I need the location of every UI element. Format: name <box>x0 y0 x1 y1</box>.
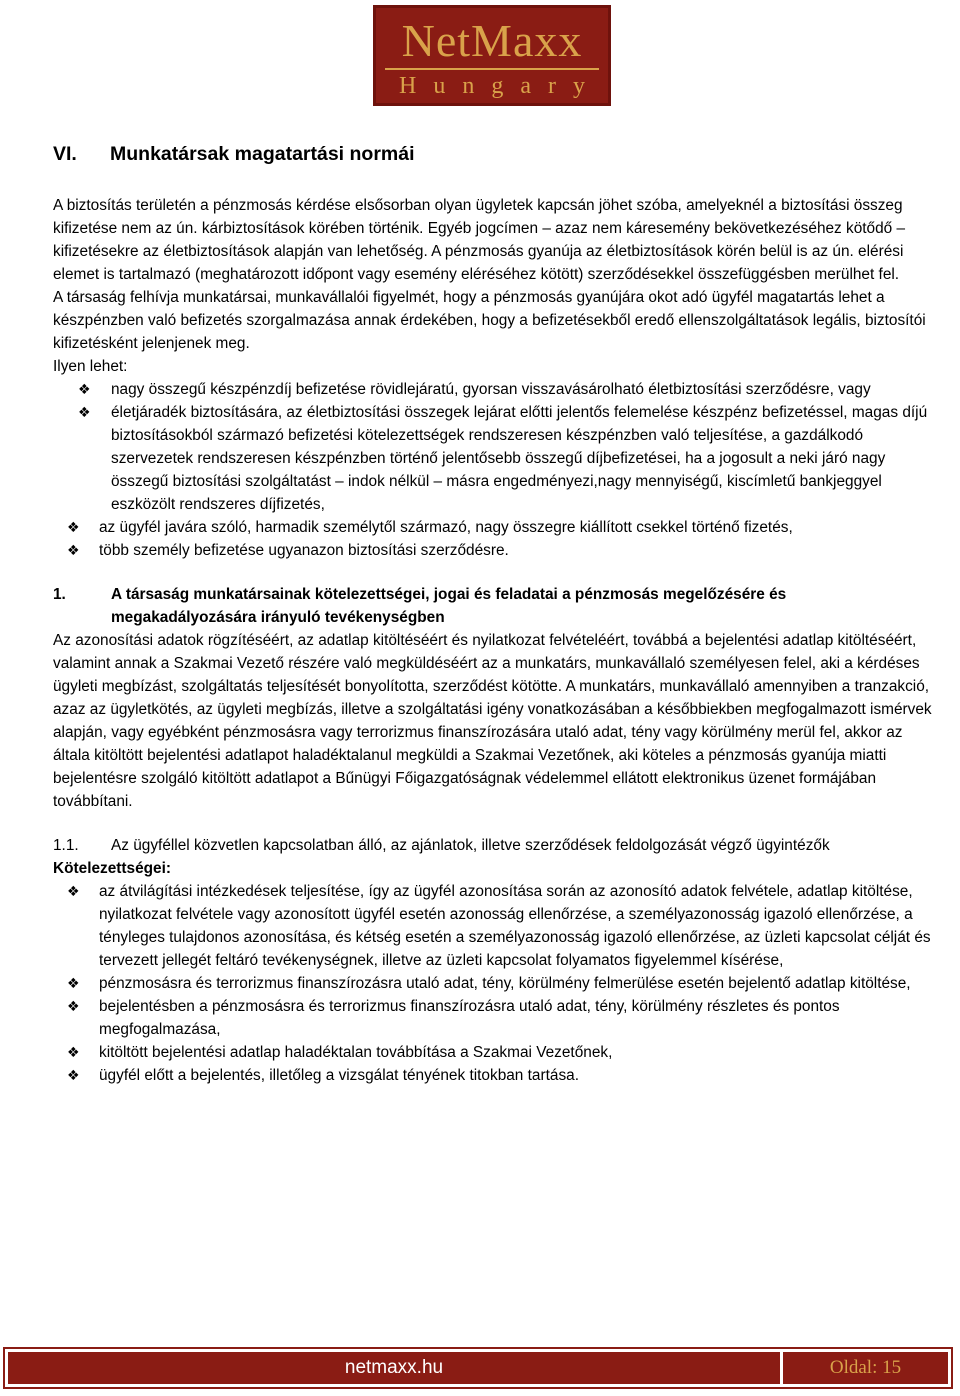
subsubsection-heading <box>53 834 933 857</box>
list-item-text: életjáradék biztosítására, az életbiztosítási összegek lejárat előtti jelentős felemelése készpénz befizetéssel, magas díjú biztosításokból származó befizetési kötelezettségek rendszeresen készpénzben való teljesítése, a gazdálkodó szervezetek rendszeresen készpénzben történő jelentősebb összegű díjbefizetései, ha a jogosult a neki járó nagy összegű biztosítási szolgáltatást – indok nélkül – másra engedményezi,nagy mennyiségű, kiscímletű bankjeggyel eszközölt rendszeres díjfizetés, <box>111 404 928 513</box>
footer-site: netmaxx.hu <box>8 1352 780 1384</box>
list-item <box>53 880 933 972</box>
subsection-heading <box>53 583 933 629</box>
subsection-title: A társaság munkatársainak kötelezettségei, jogai és feladatai a pénzmosás megelőzésére és megakadályozására irányuló tevékenységben <box>111 586 787 626</box>
list-item <box>53 401 933 516</box>
diamond-bullet-icon: ❖ <box>67 519 80 535</box>
list-item-text: kitöltött bejelentési adatlap haladéktalan továbbítása a Szakmai Vezetőnek, <box>99 1044 613 1061</box>
diamond-bullet-icon: ❖ <box>67 542 80 558</box>
diamond-bullet-icon: ❖ <box>67 998 80 1014</box>
list-item-text: az ügyfél javára szóló, harmadik személytől származó, nagy összegre kiállított csekkel történő fizetés, <box>99 519 793 536</box>
subsection-number: 1. <box>53 586 66 603</box>
list-item-text: bejelentésben a pénzmosásra és terrorizmus finanszírozásra utaló adat, tény, körülmény részletes és pontos megfogalmazása, <box>99 998 840 1038</box>
document-body <box>53 140 933 1087</box>
list-item <box>53 972 933 995</box>
subsection-paragraph: Az azonosítási adatok rögzítéséért, az adatlap kitöltéséért és nyilatkozat felvételéért, továbbá a bejelentési adatlap kitöltéséért, valamint annak a Szakmai Vezető részére való megküldéséért az a munkatárs, munkavállaló személyesen felel, aki a kérdéses ügyleti megbízást, szolgáltatás teljesítését bonyolította, szerződést kötötte. A munkatárs, munkavállaló amennyiben a tranzakció, azaz az ügyletkötés, az ügyleti megbízás, illetve a szolgáltatási igény vonatkozásában a későbbiekben megfogalmazott ismérvek alapján, vagy egyébként pénzmosásra vagy terrorizmus finanszírozására utaló adat, tény vagy körülmény merül fel, akkor az általa kitöltött bejelentési adatlapot haladéktalanul megküldi a Szakmai Vezetőnek, aki köteles a pénzmosás gyanúja miatti bejelentésre szolgáló kitöltött adatlapot a Bűnügyi Főigazgatóságnak védelemmel ellátott elektronikus üzenet formájában továbbítani. <box>53 632 932 810</box>
list-item <box>53 378 933 401</box>
diamond-bullet-icon: ❖ <box>78 404 91 420</box>
diamond-bullet-icon: ❖ <box>78 381 91 397</box>
logo-subtitle: Hungary <box>399 73 602 99</box>
section-title: Munkatársak magatartási normái <box>110 143 415 165</box>
list-item-text: nagy összegű készpénzdíj befizetése rövidlejáratú, gyorsan visszavásárolható életbiztosítási szerződésre, vagy <box>111 381 871 398</box>
intro-paragraph: A biztosítás területén a pénzmosás kérdése elsősorban olyan ügyletek kapcsán jöhet szóba, amelyeknél a biztosítási összeg kifizetése nem az ún. kárbiztosítások körében történik. Egyéb jogcímen – azaz nem káresemény bekövetkezéséhez kötődő – kifizetésekre az életbiztosítások alapján van lehetőség. A pénzmosás gyanúja az életbiztosítások körén belül is az ún. elérési elemet is tartalmazó (meghatározott időpont vagy esemény eléréséhez kötött) szerződésekkel összefüggésben merülhet fel. <box>53 197 906 283</box>
logo-brand: NetMaxx <box>401 15 583 66</box>
diamond-bullet-icon: ❖ <box>67 1044 80 1060</box>
list-item-text: több személy befizetése ugyanazon biztosítási szerződésre. <box>99 542 509 559</box>
list-item <box>53 539 933 562</box>
footer-page-number: Oldal: 15 <box>783 1352 948 1384</box>
list-intro: Ilyen lehet: <box>53 358 128 375</box>
list-item-text: ügyfél előtt a bejelentés, illetőleg a vizsgálat tényének titokban tartása. <box>99 1067 579 1084</box>
list-item-text: az átvilágítási intézkedések teljesítése, így az ügyfél azonosítása során az azonosító adatok felvétele, adatlap kitöltése, nyilatkozat felvétele vagy azonosított ügyfél esetén azonosság ellenőrzése, a személyazonosság igazoló ellenőrzése, a tényleges tulajdonos azonosítása, és kétség esetén a személyazonosság igazoló ellenőrzése, az üzleti kapcsolat célját és tervezett jellegét feltáró tevékenységnek, illetve az üzleti kapcsolat folyamatos figyelemmel kísérése, <box>99 883 931 969</box>
section-heading <box>53 140 933 168</box>
logo-rule <box>385 68 599 70</box>
diamond-bullet-icon: ❖ <box>67 883 80 899</box>
list-item <box>53 1041 933 1064</box>
section-number: VI. <box>53 143 77 165</box>
subsubsection-title: Az ügyféllel közvetlen kapcsolatban álló, az ajánlatok, illetve szerződések feldolgozását végző ügyintézők <box>111 837 830 854</box>
attention-paragraph: A társaság felhívja munkatársai, munkavállalói figyelmét, hogy a pénzmosás gyanújára okot adó ügyfél magatartás lehet a készpénzben való befizetés szorgalmazása annak érdekében, hogy a befizetésekből eredő ellenszolgáltatások legális, biztosítói kifizetésként jelenjenek meg. <box>53 289 926 352</box>
subsubsection-number: 1.1. <box>53 837 79 854</box>
list-item <box>53 1064 933 1087</box>
list-item-text: pénzmosásra és terrorizmus finanszírozásra utaló adat, tény, körülmény felmerülése esetén bejelentő adatlap kitöltése, <box>99 975 911 992</box>
duties-label: Kötelezettségei: <box>53 860 172 877</box>
list-item <box>53 995 933 1041</box>
diamond-bullet-icon: ❖ <box>67 975 80 991</box>
page-footer <box>3 1347 953 1389</box>
diamond-bullet-icon: ❖ <box>67 1067 80 1083</box>
list-item <box>53 516 933 539</box>
company-logo <box>373 5 611 106</box>
